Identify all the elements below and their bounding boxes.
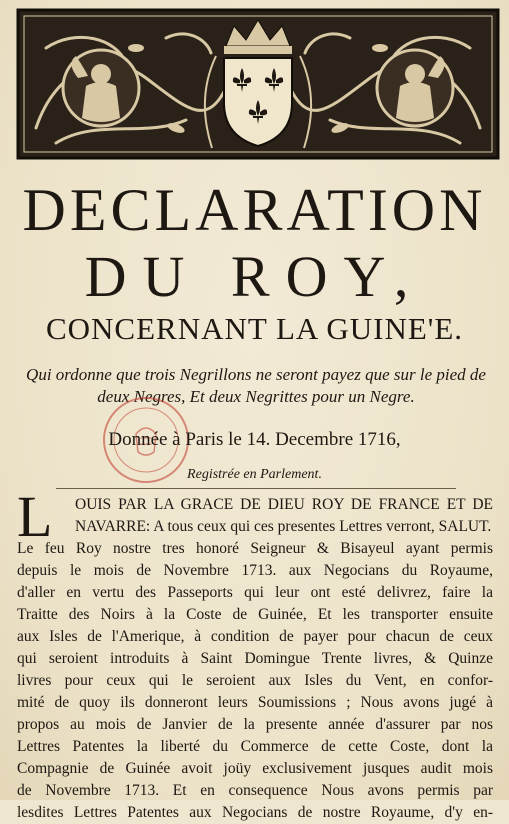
body-line: Traitte des Noirs à la Coste de Guinée, Et les transporter ensuite <box>17 606 493 623</box>
royal-coat-of-arms-ornament-icon <box>16 8 500 160</box>
opening-address: A tous ceux qui ces presentes Lettres verront, <box>150 518 435 535</box>
body-line: propos au mois de Janvier de la presente année d'assurer par nos <box>17 716 493 733</box>
body-line: qui seroient introduits à Saint Domingue Trente livres, & Quinze <box>17 650 493 667</box>
body-line: de Novembre 1713. Et en consequence Nous avons permis par <box>17 782 493 799</box>
body-line: Lettres Patentes la liberté du Commerce de cette Coste, dont la <box>17 738 493 755</box>
body-line: aux Isles de l'Amerique, à condition de payer pour chacun de ceux <box>17 628 493 645</box>
document-title-line-3: CONCERNANT LA GUINE'E. <box>45 311 464 346</box>
document-title-line-2: DU ROY, <box>84 244 425 309</box>
body-line: mité de quoy ils donneront leurs Soumissions ; Nous avons jugé à <box>17 694 493 711</box>
document-date: Donnée à Paris le 14. Decembre 1716, <box>108 429 401 450</box>
section-divider <box>56 488 456 489</box>
royal-title: OUIS PAR LA GRACE DE DIEU ROY DE FRANCE ET DE NAVARRE: <box>75 496 493 535</box>
declaration-body <box>17 484 493 824</box>
body-line: Compagnie de Guinée avoit joüy exclusivement jusques audit mois <box>17 760 493 777</box>
document-subtitle: Qui ordonne que trois Negrillons ne seront payez que sur le pied de deux Negres, Et deux Negrittes pour un Negre. <box>26 365 486 406</box>
body-line: Le feu Roy nostre tres honoré Seigneur & Bisayeul ayant permis <box>17 540 493 557</box>
body-line: depuis le mois de Novembre 1713. aux Negocians du Royaume, <box>17 562 493 579</box>
body-line: livres pour ceux qui le seroient aux Isles du Vent, en confor- <box>17 672 493 689</box>
body-line: d'aller en vertu des Passeports qui leur ont esté delivrez, faire la <box>17 584 493 601</box>
document-title-line-1: DECLARATION <box>22 177 487 243</box>
body-line: lesdites Lettres Patentes aux Negocians de nostre Royaume, d'y en- <box>17 804 493 821</box>
registration-note: Registrée en Parlement. <box>187 467 322 482</box>
salutation: SALUT. <box>434 518 492 535</box>
drop-cap: L <box>17 484 53 549</box>
